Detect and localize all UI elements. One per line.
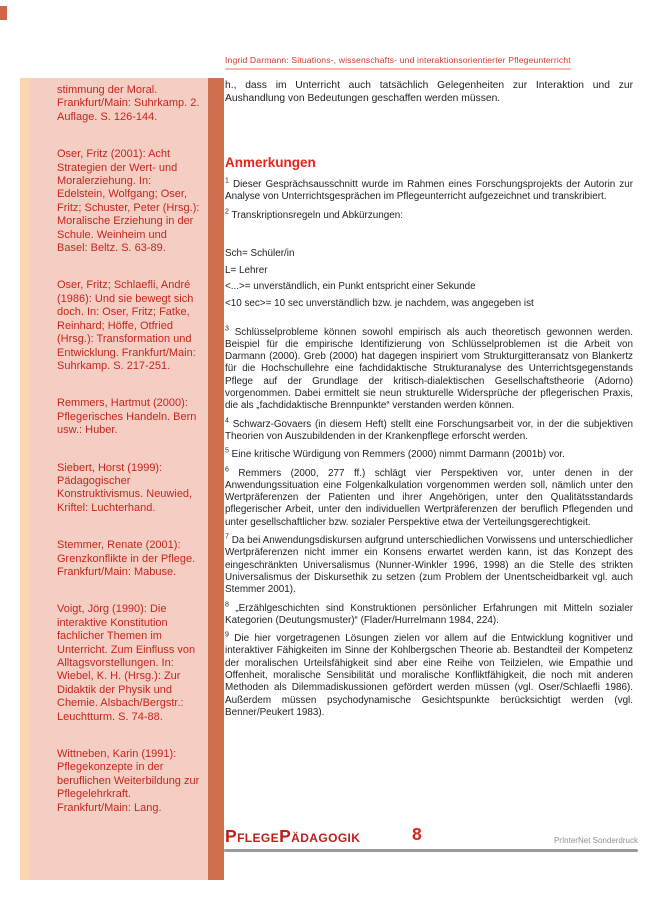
abbreviation-line: Sch= Schüler/in [225,247,295,259]
footnote-text: Dieser Gesprächsausschnitt wurde im Rahmen eines Forschungsprojekts der Autorin zur Analyse von Unterrichtsgesprächen im Pflegeunterricht aufgezeichnet und transkribiert. [225,179,634,203]
footnote-text: Schlüsselprobleme können sowohl empirisch als auch theoretisch gewonnen werden. Beispiel für die empirische Identifizierung von Schlüsselproblemen ist die Arbeit von Darmann (2000). Greb (2000) hat dagegen inspiriert vom Strukturgitteransatz von Blankertz für die Hochschullehre eine fachdidaktische Strukturanalyse des Unterrichtsgegenstands Pflege auf der Grundlage der kritisch-dialektischen Gesellschaftstheorie (Adorno) vorgenommen. Dabei ermittelt sie neun strukturelle Widersprüche der pflegerischen Praxis, die als „fachdidaktische Brennpunkte“ verstanden werden können. [225,326,633,412]
abbreviation-line: <...>= unverständlich, ein Punkt entspricht einer Sekunde [225,281,476,293]
footnote-text: Da bei Anwendungsdiskursen aufgrund unterschiedlichen Vorwissens und unterschiedlicher Wertpräferenzen nicht immer ein Konsens erwartet werden kann, ist das Konzept des eingeschränkten Universalismus (Nunner-Winkler 1996, 1998) an die Stelle des strikten Universalismus der Diskursethik zu setzen (zum Problem der Unentscheidbarkeit vgl. auch Stemmer 2001). [225,535,633,596]
footnote [225,633,633,719]
intro-paragraph: h., dass im Unterricht auch tatsächlich Gelegenheiten zur Interaktion und zur Aushandlung von Bedeutungen geschaffen werden müssen. [225,80,633,104]
footer-journal-title: PflegePädagogik [225,826,361,846]
transcription-abbreviations [225,248,633,311]
bibliography-sidebar [20,78,208,880]
page-corner-mark [0,6,7,20]
footnote-text: Transkriptionsregeln und Abkürzungen: [231,209,403,221]
reference-entry: Siebert, Horst (1999): Pädagogischer Konstruktivismus. Neuwied, Kriftel: Luchterhand. [57,461,193,514]
footnote [225,327,633,413]
footnote-number: 1 [225,177,229,185]
footnote-number: 3 [225,325,229,333]
footer-page-number: 8 [412,824,422,844]
reference-entry: Remmers, Hartmut (2000): Pflegerisches Handeln. Bern usw.: Huber. [57,397,197,437]
footnote [225,449,633,461]
footnote [225,535,633,596]
footnote-text: Schwarz-Govaers (in diesem Heft) stellt eine Forschungsarbeit vor, in der die subjektiven Theorien von Auszubildenden in der Krankenpflege erforscht werden. [225,418,633,442]
footnote [225,603,633,628]
reference-entry: Stemmer, Renate (2001): Grenzkonflikte in der Pflege. Frankfurt/Main: Mabuse. [57,539,196,578]
footnote-text: Remmers (2000, 277 ff.) schlägt vier Perspektiven vor, unter denen in der Anwendungssituation eine Folgenkalkulation vorgenommen werden soll, nämlich unter den Wertpräferenzen der Patienten und ihrer Angehörigen, unter den Qualitätsstandards pflegerischer Arbeit, unter den individuellen Wertpräferenzen der beruflich Pflegenden und unter gesellschaftlicher bzw. sozialer Perspektive etwa der Verteilungsgerechtigkeit. [225,467,633,528]
reference-entry: Oser, Fritz (2001): Acht Strategien der Wert- und Moralerziehung. In: Edelstein, Wolfgang; Oser, Fritz; Schuster, Peter (Hrsg.): Moralische Erziehung in der Schule. Weinheim und Basel: Beltz. S. 63-89. [57,148,200,255]
reference-entry: Wittneben, Karin (1991): Pflegekonzepte in der beruflichen Weiterbildung zur Pflegelehrkraft. Frankfurt/Main: Lang. [57,748,200,814]
reference-entry: Voigt, Jörg (1990): Die interaktive Konstitution fachlicher Themen im Unterricht. Zum Einfluss von Alltagsvorstellungen. In: Wiebel, K. H. (Hrsg.): Zur Didaktik der Physik und Chemie. Alsbach/Bergstr.: Leuchtturm. S. 74-88. [57,603,196,723]
footnote [225,419,633,444]
footnote-text: „Erzählgeschichten sind Konstruktionen persönlicher Erfahrungen mit Mitteln sozialer Kategorien (Deutungsmuster)“ (Flader/Hurrelmann 1984, 224). [225,602,633,626]
footnote-number: 6 [225,466,229,474]
reference-entry: stimmung der Moral. Frankfurt/Main: Suhrkamp. 2. Auflage. S. 126-144. [57,84,200,123]
footnote-number: 2 [225,208,229,216]
footer-rule [224,849,638,852]
sidebar-accent-strip [208,78,224,880]
abbreviation-line: <10 sec>= 10 sec unverständlich bzw. je nachdem, was angegeben ist [225,298,534,310]
running-title: Ingrid Darmann: Situations-, wissenschafts- und interaktionsorientierter Pflegeunterricht [225,55,571,70]
footnote-number: 7 [225,533,229,541]
footnote-text: Die hier vorgetragenen Lösungen zielen vor allem auf die Entwicklung kognitiver und interaktiver Fähigkeiten im Sinne der Kohlbergschen Theorie ab. Bestandteil der Kompetenz der moralischen Urteilsfähigkeit sind aber eine Reihe von Teilzielen, wie Empathie und Offenheit, moralische Sensibilität und moralische Konfliktfähigkeit, die noch mit anderen Methoden als Dilemmadiskussionen gefördert werden müssen (vgl. Oser/Schlaefli 1986). Außerdem müssen psychodynamische Gesichtspunkte berücksichtigt werden (vgl. Benner/Peukert 1983). [225,633,633,718]
footnote-number: 5 [225,447,229,455]
footer-imprint: PrInterNet Sonderdruck [553,836,638,845]
footnote-number: 8 [225,601,229,609]
footnote-number: 9 [225,631,229,639]
footnote-text: Eine kritische Würdigung von Remmers (2000) nimmt Darmann (2001b) vor. [231,449,565,461]
footnote [225,179,633,204]
footnote-number: 4 [225,417,229,425]
notes-heading: Anmerkungen [225,155,316,170]
footnote [225,468,633,529]
footnote [225,210,633,222]
reference-entry: Oser, Fritz; Schlaefli, André (1986): Und sie bewegt sich doch. In: Oser, Fritz; Fatke, Reinhard; Höffe, Otfried (Hrsg.): Transformation und Entwicklung. Frankfurt/Main: Suhrkamp. S. 217-251. [57,279,196,372]
abbreviation-line: L= Lehrer [225,264,268,276]
main-column [225,55,633,725]
